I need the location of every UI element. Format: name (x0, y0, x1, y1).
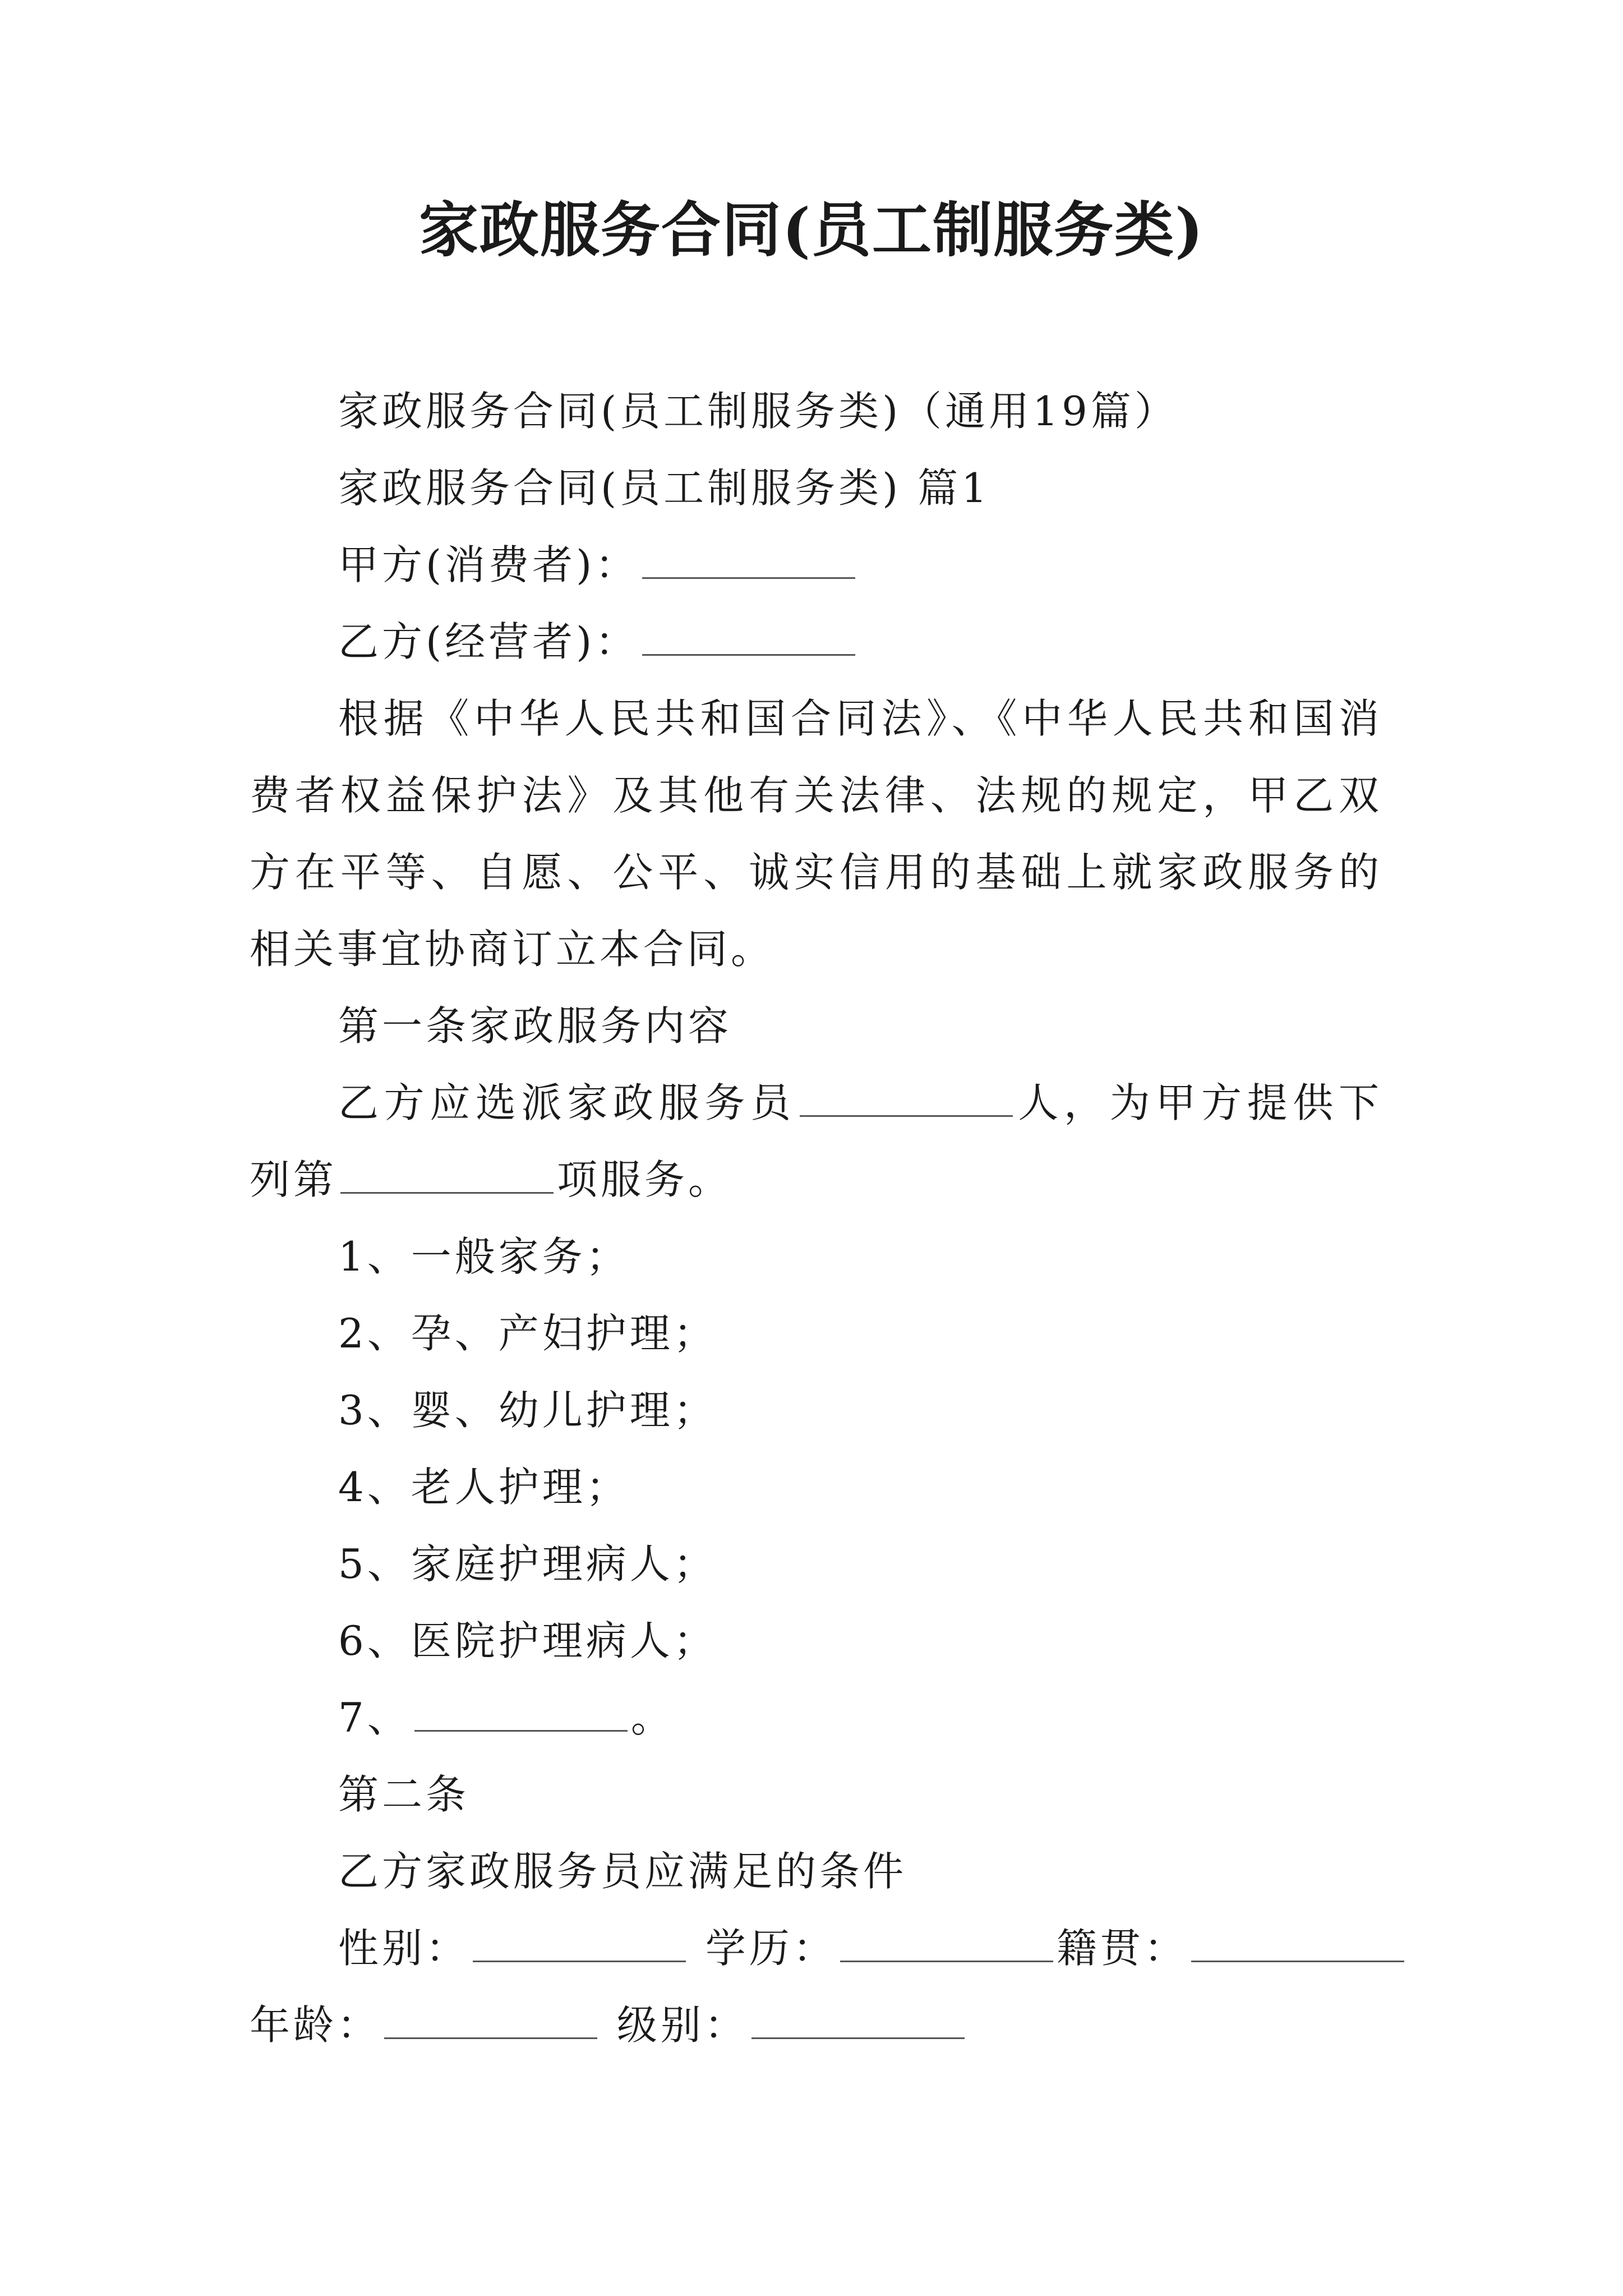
article1-text-c: 项服务。 (557, 1156, 732, 1203)
article2-title: 第二条 (338, 1771, 470, 1818)
preamble-paragraph: 根据《中华人民共和国合同法》、《中华人民共和国消费者权益保护法》及其他有关法律、法规的规定，甲乙双方在平等、自愿、公平、诚实信用的基础上就家政服务的相关事宜协商订立本合同。 (250, 695, 1382, 973)
list-item: 6、医院护理病人； (338, 1617, 717, 1664)
list-item-7 (250, 1680, 1382, 1756)
gender-label: 性别： (338, 1925, 470, 1972)
list-item: 3、婴、幼儿护理； (338, 1387, 717, 1434)
origin-blank (1191, 1926, 1404, 1962)
list-item: 1、一般家务； (338, 1233, 630, 1280)
conditions-line-1 (250, 1910, 1382, 1987)
level-label: 级别： (616, 2001, 748, 2049)
item7-blank (414, 1695, 628, 1732)
gender-blank (473, 1926, 686, 1962)
staff-count-blank (800, 1080, 1013, 1117)
item7-prefix: 7、 (338, 1694, 411, 1741)
party-a-line (250, 527, 1382, 604)
party-b-line (250, 604, 1382, 680)
article1-text-b: 人，为甲方提供下列第 (250, 1079, 1382, 1203)
article2-text: 乙方家政服务员应满足的条件 (338, 1848, 907, 1895)
age-label: 年龄： (250, 2001, 381, 2049)
article1-title: 第一条家政服务内容 (338, 1002, 732, 1050)
document-title: 家政服务合同(员工制服务类) (418, 195, 1205, 265)
article1-text-a: 乙方应选派家政服务员 (338, 1079, 796, 1126)
article1-paragraph (250, 1065, 1382, 1218)
document-body (250, 373, 1382, 2064)
item7-suffix: 。 (630, 1694, 675, 1741)
conditions-line-2 (250, 1987, 1382, 2064)
party-b-blank (642, 619, 855, 656)
party-a-blank (642, 542, 855, 579)
subtitle-line: 家政服务合同(员工制服务类)（通用19篇） (338, 388, 1178, 435)
party-a-label: 甲方(消费者)： (338, 541, 639, 588)
service-item-blank (340, 1157, 554, 1194)
origin-label: 籍贯： (1056, 1925, 1188, 1972)
list-item: 2、孕、产妇护理； (338, 1310, 717, 1357)
level-blank (751, 2003, 965, 2039)
list-item: 5、家庭护理病人； (338, 1540, 717, 1588)
education-label: 学历： (705, 1925, 837, 1972)
chapter-heading: 家政服务合同(员工制服务类) 篇1 (338, 464, 990, 512)
education-blank (840, 1926, 1053, 1962)
list-item: 4、老人护理； (338, 1464, 630, 1511)
party-b-label: 乙方(经营者)： (338, 618, 639, 665)
age-blank (384, 2003, 597, 2039)
